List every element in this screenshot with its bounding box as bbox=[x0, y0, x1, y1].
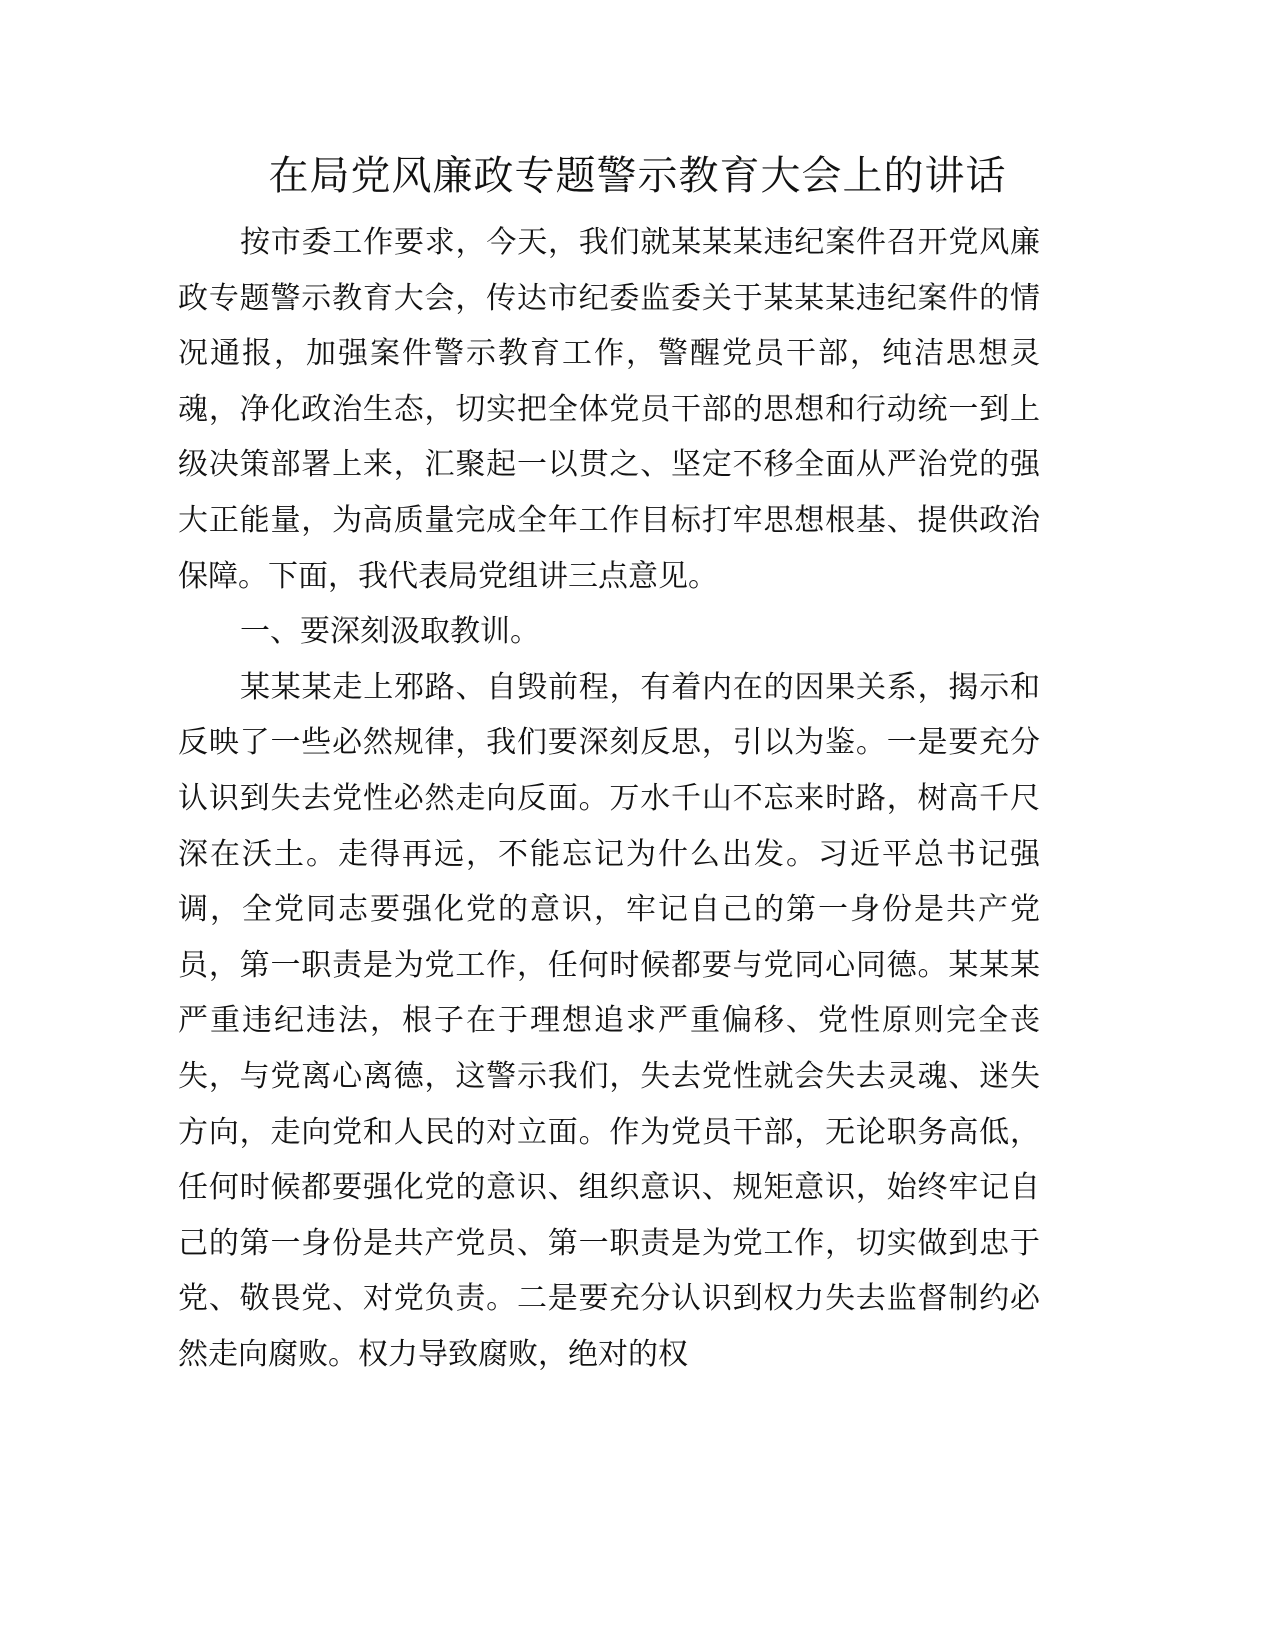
document-body bbox=[178, 215, 1040, 1382]
paragraph-intro: 按市委工作要求，今天，我们就某某某违纪案件召开党风廉政专题警示教育大会，传达市纪委监委关于某某某违纪案件的情况通报，加强案件警示教育工作，警醒党员干部，纯洁思想灵魂，净化政治生态，切实把全体党员干部的思想和行动统一到上级决策部署上来，汇聚起一以贯之、坚定不移全面从严治党的强大正能量，为高质量完成全年工作目标打牢思想根基、提供政治保障。下面，我代表局党组讲三点意见。 bbox=[178, 225, 1040, 594]
document-title: 在局党风廉政专题警示教育大会上的讲话 bbox=[268, 153, 1007, 199]
paragraph-section-1: 某某某走上邪路、自毁前程，有着内在的因果关系，揭示和反映了一些必然规律，我们要深刻反思，引以为鉴。一是要充分认识到失去党性必然走向反面。万水千山不忘来时路，树高千尺深在沃土。走得再远，不能忘记为什么出发。习近平总书记强调，全党同志要强化党的意识，牢记自己的第一身份是共产党员，第一职责是为党工作，任何时候都要与党同心同德。某某某严重违纪违法，根子在于理想追求严重偏移、党性原则完全丧失，与党离心离德，这警示我们，失去党性就会失去灵魂、迷失方向，走向党和人民的对立面。作为党员干部，无论职务高低，任何时候都要强化党的意识、组织意识、规矩意识，始终牢记自己的第一身份是共产党员、第一职责是为党工作，切实做到忠于党、敬畏党、对党负责。二是要充分认识到权力失去监督制约必然走向腐败。权力导致腐败，绝对的权 bbox=[178, 669, 1040, 1372]
section-heading-1: 一、要深刻汲取教训。 bbox=[240, 614, 540, 650]
